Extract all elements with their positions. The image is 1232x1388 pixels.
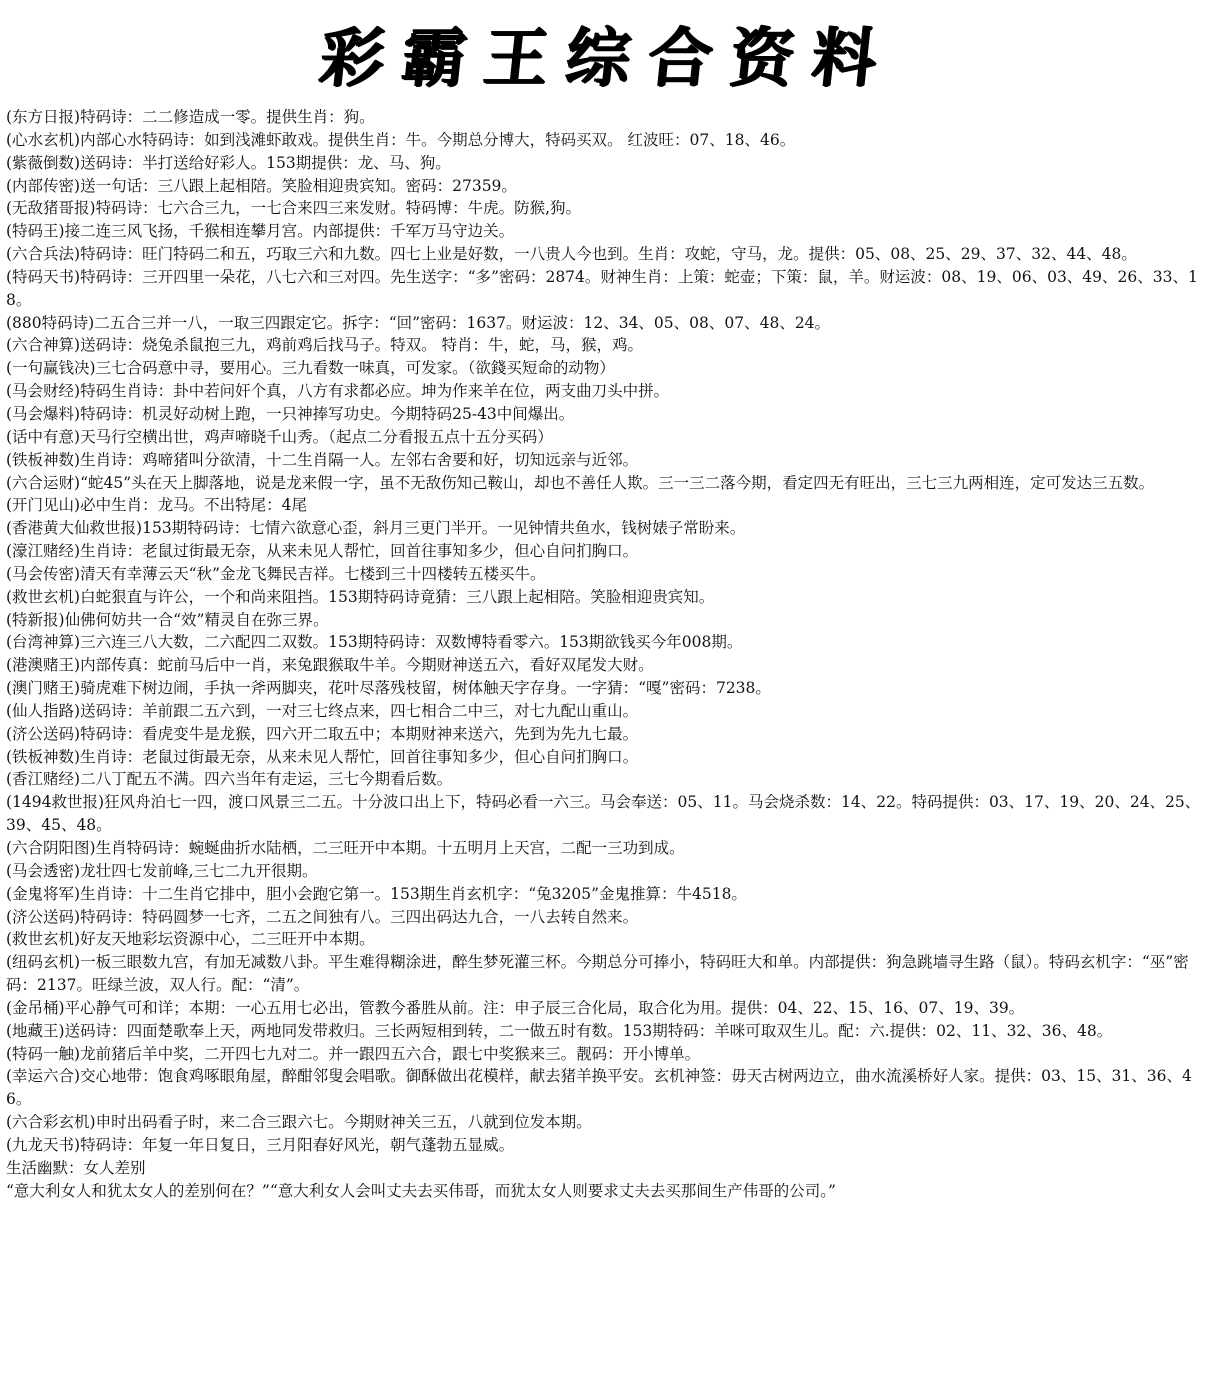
entry-source-tag: (仙人指路)	[6, 701, 81, 720]
list-item	[6, 928, 1210, 951]
entry-text: 龙壮四七发前峰,三七二九开很期。	[80, 861, 318, 880]
document-title: 彩霸王综合资料	[316, 21, 899, 96]
entry-text: 特码诗：特码圆梦一七齐，二五之间独有八。三四出码达九合，一八去转自然来。	[80, 907, 639, 926]
list-item	[6, 175, 1210, 198]
entry-text: 特码诗：看虎变牛是龙猴，四六开二取五中；本期财神来送六，先到为先九七最。	[80, 724, 639, 743]
entry-text: 内部心水特码诗：如到浅滩虾敢戏。提供生肖：牛。今期总分博大，特码买双。 红波旺：07、18、46。	[80, 130, 796, 149]
entry-text: 生肖特码诗：蜿蜒曲折水陆栖，二三旺开中本期。十五明月上天宫，二配一三功到成。	[95, 839, 685, 857]
list-item	[6, 1043, 1210, 1066]
entry-text: 送码诗：四面楚歌奉上天，两地同发带救归。三长两短相到转，二一做五时有数。153期特码：羊咪可取双生儿。配：六.提供：02、11、32、36、48。	[64, 1021, 1113, 1040]
footer-heading: 生活幽默：女人差别	[6, 1159, 146, 1177]
entry-text: 生肖诗：十二生肖它排中，胆小会跑它第一。153期生肖玄机字：“兔3205”金鬼推算：牛4518。	[80, 884, 747, 903]
list-item	[6, 860, 1210, 883]
list-item	[6, 746, 1210, 769]
entry-source-tag: (六合彩玄机)	[6, 1113, 96, 1132]
entry-text: 内部传真：蛇前马后中一肖，来兔跟猴取牛羊。今期财神送五六，看好双尾发大财。	[80, 656, 654, 675]
list-item	[6, 129, 1210, 152]
entry-text: 送码诗：羊前跟二五六到，一对三七终点来，四七相合二中三，对七九配山重山。	[80, 701, 639, 720]
document-title-banner	[6, 0, 1210, 102]
entry-text: 骑虎难下树边闹，手执一斧两脚夹，花叶尽落残枝留，树体触天字存身。一字猜：“嘎”密码：7238。	[80, 679, 771, 698]
entry-text: “蛇45”头在天上脚落地，说是龙来假一字，虽不无敌伤知己鞍山，却也不善任人欺。三一三二落今期，看定四无有旺出，三七三九两相连，定可发达三五数。	[80, 473, 1155, 492]
list-item	[6, 220, 1210, 243]
list-item	[6, 197, 1210, 220]
list-item	[6, 312, 1210, 335]
entry-source-tag: (东方日报)	[6, 108, 81, 126]
entry-text: 特码诗：年复一年日复日，三月阳春好风光，朝气蓬勃五显威。	[80, 1135, 515, 1154]
list-item	[6, 1111, 1210, 1134]
entry-text: 特码诗：三开四里一朵花，八七六和三对四。先生送字：“多”密码：2874。财神生肖：上策：蛇壶；下策：鼠，羊。财运波：08、19、06、03、49、26、33、18。	[6, 267, 1198, 309]
list-item	[6, 837, 1210, 860]
entry-text: 天马行空横出世，鸡声啼晓千山秀。（起点二分看报五点十五分买码）	[80, 427, 553, 446]
footer-section	[6, 1157, 1210, 1203]
entry-source-tag: (地藏王)	[6, 1021, 65, 1040]
list-item	[6, 906, 1210, 929]
list-item	[6, 631, 1210, 654]
list-item	[6, 152, 1210, 175]
entry-text: 特码诗：二二修造成一零。提供生肖：狗。	[80, 108, 375, 126]
list-item	[6, 700, 1210, 723]
entry-source-tag: (无敌猪哥报)	[6, 199, 96, 218]
entry-source-tag: (马会爆料)	[6, 404, 81, 423]
entries-list	[6, 106, 1210, 1157]
entry-source-tag: (澳门赌王)	[6, 679, 81, 698]
entry-source-tag: (特码王)	[6, 222, 65, 241]
entry-source-tag: (纽码玄机)	[6, 953, 81, 972]
entry-source-tag: (880特码诗)	[6, 313, 95, 332]
list-item	[6, 449, 1210, 472]
list-item	[6, 1020, 1210, 1043]
entry-text: 好友天地彩坛资源中心，二三旺开中本期。	[80, 930, 375, 949]
entry-text: 生肖诗：老鼠过街最无奈，从来未见人帮忙，回首往事知多少，但心自问扪胸口。	[80, 747, 639, 766]
list-item	[6, 883, 1210, 906]
list-item	[6, 266, 1210, 312]
entry-text: 特码诗：机灵好动树上跑，一只神捧写功史。今期特码25-43中间爆出。	[80, 404, 575, 423]
entry-text: 狂风舟泊七一四，渡口风景三二五。十分波口出上下，特码必看一六三。马会奉送：05、11。马会烧杀数：14、22。特码提供：03、17、19、20、24、25、39、45、48。	[6, 793, 1201, 835]
entry-source-tag: (济公送码)	[6, 724, 81, 743]
list-item	[6, 380, 1210, 403]
list-item	[6, 540, 1210, 563]
list-item	[6, 403, 1210, 426]
entry-text: 特码生肖诗：卦中若问奸个真，八方有求都必应。坤为作来羊在位，两支曲刀头中拼。	[80, 382, 670, 401]
entry-text: 白蛇狠直与许公，一个和尚来阻挡。153期特码诗竟猜：三八跟上起相陪。笑脸相迎贵宾知。	[80, 587, 715, 606]
entry-source-tag: (特新报)	[6, 610, 65, 629]
entry-source-tag: (紫薇倒数)	[6, 153, 81, 172]
entry-text: 三七合码意中寻，要用心。三九看数一味真，可发家。（欲錢买短命的动物）	[95, 359, 615, 378]
entry-source-tag: (香港黄大仙救世报)	[6, 519, 143, 538]
entry-source-tag: (心水玄机)	[6, 130, 81, 149]
list-item	[6, 586, 1210, 609]
entry-text: 必中生肖：龙马。不出特尾：4尾	[80, 496, 307, 515]
entry-text: 仙佛何妨共一合“效”精灵自在弥三界。	[64, 610, 329, 629]
entry-source-tag: (港澳赌王)	[6, 656, 81, 675]
list-item	[6, 426, 1210, 449]
entry-source-tag: (内部传密)	[6, 176, 81, 195]
list-item	[6, 609, 1210, 632]
list-item	[6, 334, 1210, 357]
entry-source-tag: (铁板神数)	[6, 450, 81, 469]
entry-text: 一板三眼数九宫，有加无减数八卦。平生难得糊涂进，醉生梦死灌三杯。今期总分可捧小，特码旺大和单。内部提供：狗急跳墙寻生路（鼠）。特码玄机字：“巫”密码：2137。旺绿兰波，双人行。配：“清”。	[6, 953, 1189, 995]
entry-source-tag: (九龙天书)	[6, 1135, 81, 1154]
footer-joke: “意大利女人和犹太女人的差别何在？”“意大利女人会叫丈夫去买伟哥，而犹太女人则要求丈夫去买那间生产伟哥的公司。”	[6, 1181, 836, 1200]
entry-source-tag: (六合兵法)	[6, 245, 81, 264]
entry-source-tag: (一句赢钱决)	[6, 359, 96, 378]
list-item	[6, 723, 1210, 746]
entry-source-tag: (救世玄机)	[6, 587, 81, 606]
entry-text: 龙前猪后羊中奖，二开四七九对二。并一跟四五六合，跟七中奖猴来三。靓码：开小博单。	[80, 1044, 701, 1063]
entry-text: 清天有幸薄云天“秋”金龙飞舞民吉祥。七楼到三十四楼转五楼买牛。	[80, 564, 546, 583]
entry-text: 特码诗：旺门特码二和五，巧取三六和九数。四七上业是好数，一八贵人今也到。生肖：攻蛇，守马，龙。提供：05、08、25、29、37、32、44、48。	[80, 245, 1137, 264]
list-item	[6, 791, 1210, 837]
entry-source-tag: (六合运财)	[6, 473, 81, 492]
list-item	[6, 997, 1210, 1020]
entry-source-tag: (金鬼将军)	[6, 884, 81, 903]
entry-source-tag: (台湾神算)	[6, 633, 81, 652]
entry-text: 生肖诗：鸡啼猪叫分欲清，十二生肖隔一人。左邻右舍要和好，切知远亲与近邻。	[80, 450, 639, 469]
list-item	[6, 106, 1210, 129]
entry-source-tag: (济公送码)	[6, 907, 81, 926]
entry-source-tag: (马会财经)	[6, 382, 81, 401]
list-item	[6, 1134, 1210, 1157]
entry-source-tag: (救世玄机)	[6, 930, 81, 949]
entry-source-tag: (濠江赌经)	[6, 542, 81, 561]
entry-text: 特码诗：七六合三九，一七合来四三来发财。特码博：牛虎。防猴,狗。	[95, 199, 582, 218]
entry-text: 送码诗：烧兔杀鼠抱三九，鸡前鸡后找马子。特双。 特肖：牛，蛇，马，猴，鸡。	[80, 336, 644, 355]
list-item	[6, 563, 1210, 586]
entry-source-tag: (马会传密)	[6, 564, 81, 583]
list-item	[6, 1065, 1210, 1111]
entry-source-tag: (马会透密)	[6, 861, 81, 880]
list-item	[6, 357, 1210, 380]
entry-source-tag: (铁板神数)	[6, 747, 81, 766]
entry-text: 申时出码看子时，来二合三跟六七。今期财神关三五，八就到位发本期。	[95, 1113, 592, 1132]
entry-source-tag: (开门见山)	[6, 496, 81, 515]
entry-text: 平心静气可和详；本期：一心五用七必出，管教今番胜从前。注：申子辰三合化局，取合化为用。提供：04、22、15、16、07、19、39。	[64, 998, 1025, 1017]
list-item	[6, 677, 1210, 700]
list-item	[6, 768, 1210, 791]
entry-source-tag: (金吊桶)	[6, 998, 65, 1017]
entry-text: 二八丁配五不满。四六当年有走运，三七今期看后数。	[80, 770, 453, 789]
entry-source-tag: (六合阴阳图)	[6, 839, 96, 857]
list-item	[6, 494, 1210, 517]
entry-text: 生肖诗：老鼠过街最无奈，从来未见人帮忙，回首往事知多少，但心自问扪胸口。	[80, 542, 639, 561]
entry-text: 送码诗：半打送给好彩人。153期提供：龙、马、狗。	[80, 153, 451, 172]
entry-text: 三六连三八大数，二六配四二双数。153期特码诗：双数博特看零六。153期欲钱买今年008期。	[80, 633, 743, 652]
list-item	[6, 951, 1210, 997]
list-item	[6, 517, 1210, 540]
entry-text: 接二连三风飞扬，千猴相连攀月宫。内部提供：千军万马守边关。	[64, 222, 515, 241]
entry-source-tag: (幸运六合)	[6, 1067, 81, 1086]
entry-text: 二五合三并一八，一取三四跟定它。拆字：“回”密码：1637。财运波：12、34、05、08、07、48、24。	[94, 313, 831, 332]
entry-text: 交心地带：饱食鸡啄眼角屋，醉酣邻叟会唱歌。御酥做出花模样，献去猪羊换平安。玄机神签：毋天古树两边立，曲水流溪桥好人家。提供：03、15、31、36、46。	[6, 1067, 1192, 1109]
entry-source-tag: (六合神算)	[6, 336, 81, 355]
entry-text: 153期特码诗：七情六欲意心歪，斜月三更门半开。一见钟情共鱼水，钱树婊子常盼来。	[142, 519, 746, 538]
entry-text: 送一句话：三八跟上起相陪。笑脸相迎贵宾知。密码：27359。	[80, 176, 517, 195]
entry-source-tag: (1494救世报)	[6, 793, 105, 812]
list-item	[6, 243, 1210, 266]
list-item	[6, 654, 1210, 677]
entry-source-tag: (话中有意)	[6, 427, 81, 446]
entry-source-tag: (特码天书)	[6, 267, 81, 286]
entry-source-tag: (香江赌经)	[6, 770, 81, 789]
entry-source-tag: (特码一触)	[6, 1044, 81, 1063]
list-item	[6, 472, 1210, 495]
